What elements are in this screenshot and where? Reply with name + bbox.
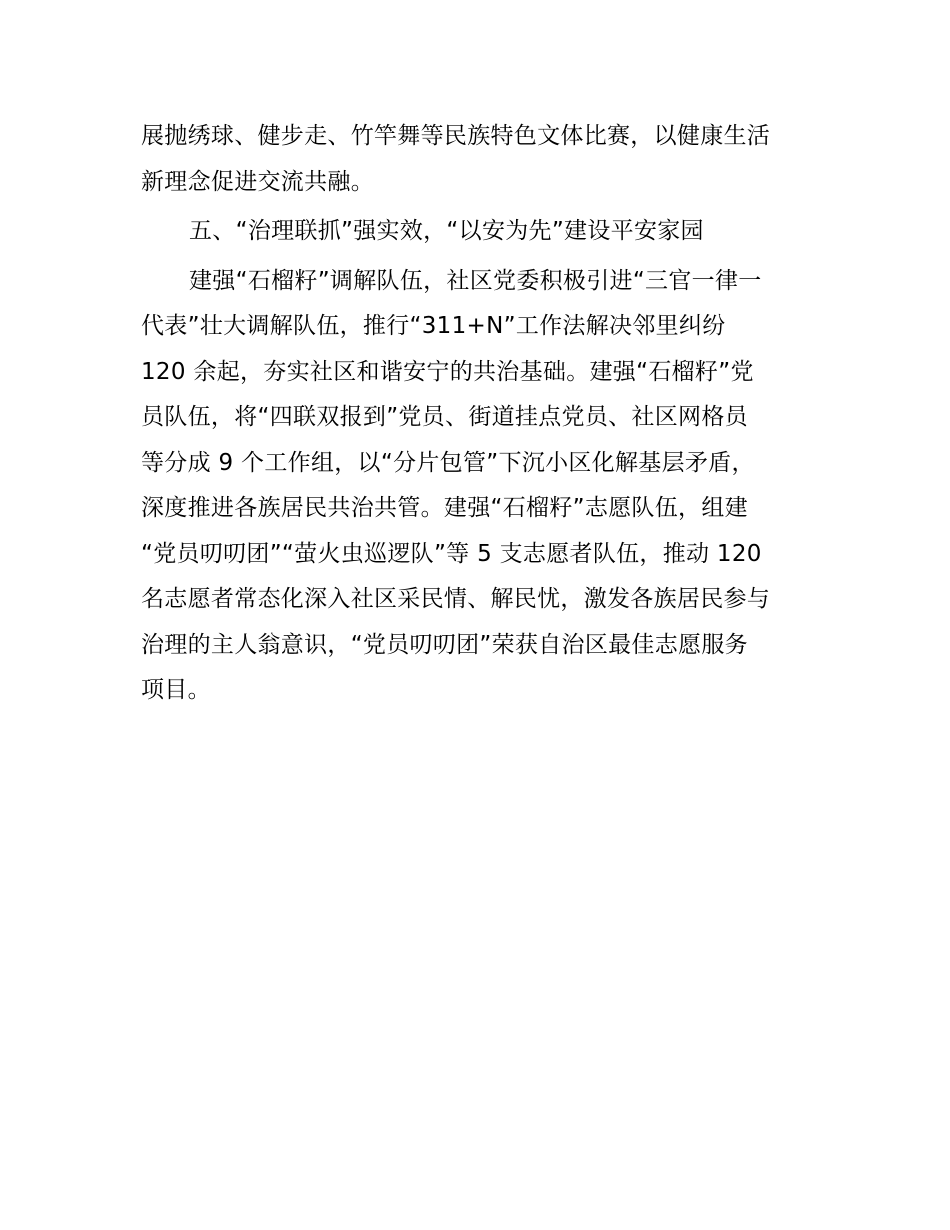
document-body xyxy=(141,114,811,714)
text-line: 项目。 xyxy=(141,677,211,703)
text-line: 名志愿者常态化深入社区采民情、解民忧，激发各族居民参与 xyxy=(141,586,771,612)
section-heading: 五、“治理联抓”强实效，“以安为先”建设平安家园 xyxy=(189,218,704,244)
text-line: 120 余起，夯实社区和谐安宁的共治基础。建强“石榴籽”党 xyxy=(141,358,754,385)
text-line: “党员叨叨团”“萤火虫巡逻队”等 5 支志愿者队伍，推动 120 xyxy=(141,540,762,567)
text-line: 治理的主人翁意识，“党员叨叨团”荣获自治区最佳志愿服务 xyxy=(141,631,748,658)
text-line: 建强“石榴籽”调解队伍，社区党委积极引进“三官一律一 xyxy=(189,267,762,294)
paragraph-continuation xyxy=(141,114,811,205)
text-line: 员队伍，将“四联双报到”党员、街道挂点党员、社区网格员 xyxy=(141,404,748,430)
text-line: 深度推进各族居民共治共管。建强“石榴籽”志愿队伍，组建 xyxy=(141,495,748,521)
text-line: 代表”壮大调解队伍，推行“311+N”工作法解决邻里纠纷 xyxy=(141,313,726,339)
text-line: 等分成 9 个工作组，以“分片包管”下沉小区化解基层矛盾， xyxy=(141,449,755,476)
text-line: 展抛绣球、健步走、竹竿舞等民族特色文体比赛，以健康生活 xyxy=(141,123,771,149)
paragraph-body xyxy=(141,259,811,714)
text-line: 新理念促进交流共融。 xyxy=(141,168,374,195)
